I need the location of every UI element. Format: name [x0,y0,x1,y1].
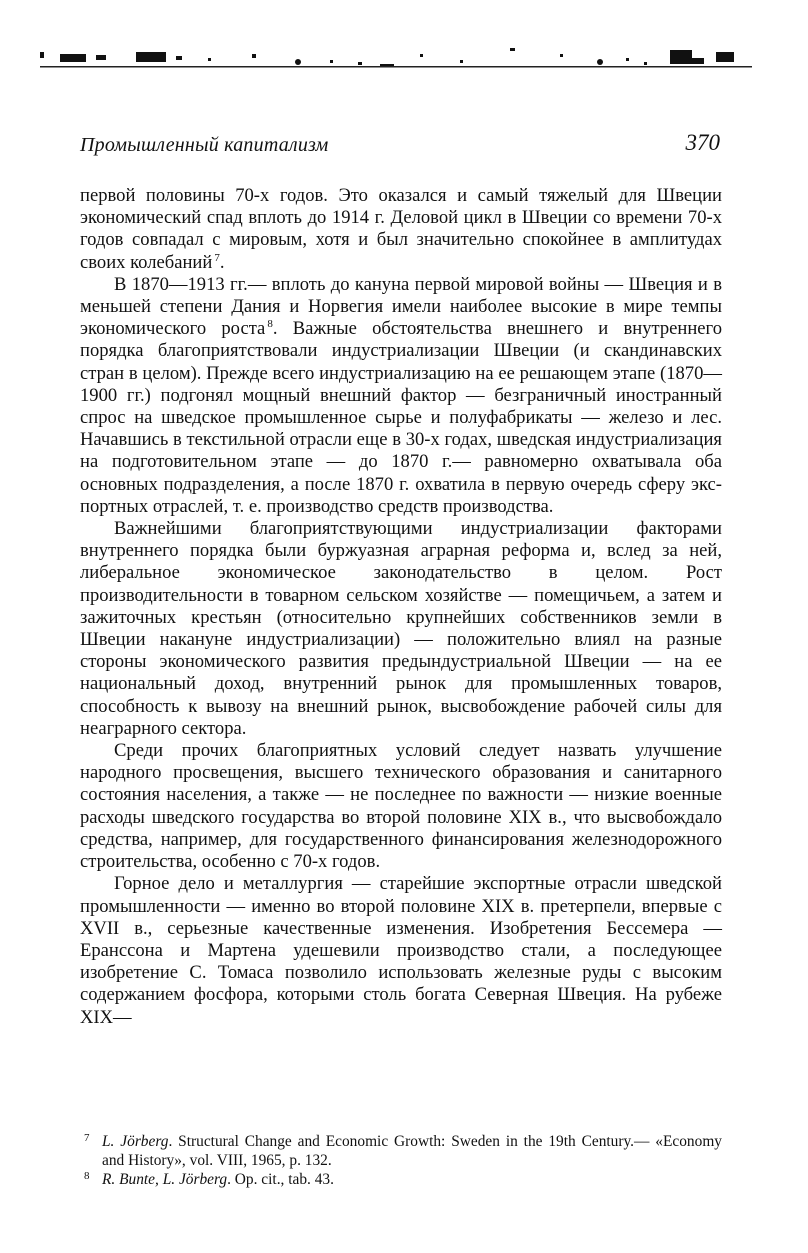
paragraph: Горное дело и металлургия — старейшие экспортные отрасли шведской промышленности — именно во второй половине XIX в. претерпели, впервые с XVII в., серьезные качественные изменения. Изобретения Бессемера — Еранссона и Мартена удешевили производство стали, а последующее изобретение С. Томаса позволило использовать железные руды с высоким содержанием фосфора, которыми столь богата Северная Швеция. На рубеже XIX— [80,873,722,1028]
footnote-text: . Structural Change and Economic Growth: Sweden in the 19th Century.— «Economy and History», vol. VIII, 1965, p. 132. [102,1133,722,1169]
footnote-marker: 7 [214,251,220,264]
footnote-author: L. Jörberg [102,1133,169,1150]
footnote-author: R. Bunte, L. Jörberg [102,1171,228,1188]
footnotes [80,1132,722,1189]
main-text [80,185,722,1029]
paragraph: В 1870—1913 гг.— вплоть до кануна первой мировой войны — Швеция и в меньшей степени Дания и Норвегия имели наиболее высокие в мире темпы экономического роста $^8$. Важные обстоятельства внешнего и внутреннего порядка благоприятствовали индустриализации Швеции (и скандинавских стран в целом). Прежде всего индустриализацию на ее решающем этапе (1870—1900 гг.) подгонял мощный внешний фактор — безграничный иностранный спрос на шведское промышленное сырье и полуфабрикаты — железо и лес. Начавшись в текстильной отрасли еще в 30-х годах, шведская индустриализация на подготовительном этапе — до 1870 г.— равномерно охватывала оба основных подразделения, а после 1870 г. охватила в первую очередь сферу экспортных отраслей, т. е. производство средств производства. [80,273,723,517]
paragraph: Среди прочих благоприятных условий следует назвать улучшение народного просвещения, высшего технического образования и санитарного состояния населения, а также — не последнее по важности — низкие военные расходы шведского государства во второй половине XIX в., что высвобождало средства, например, для государственного финансирования железнодорожного строительства, особенно с 70-х годов. [80,740,722,873]
footnote-marker: 8 [267,318,273,331]
page-header [80,128,720,162]
footnote-text: . Op. cit., tab. 43. [227,1171,334,1188]
running-title: Промышленный капитализм [80,134,329,156]
footnote: 8 R. Bunte, L. Jörberg. Op. cit., tab. 43. [84,1170,334,1188]
footnote: 7 L. Jörberg. Structural Change and Economic Growth: Sweden in the 19th Century.— «Economy and History», vol. VIII, 1965, p. 132. [84,1132,722,1169]
paragraph: первой половины 70-х годов. Это оказался и самый тяжелый для Швеции экономический спад вплоть до 1914 г. Деловой цикл в Швеции со времени 70-х годов совпадал с мировым, хотя и был значительно спокойнее в амплитудах своих колебаний $^7$. [80,185,722,273]
page-number: 370 [685,130,720,155]
scan-noise-band [40,40,752,72]
paragraph: Важнейшими благоприятствующими индустриализации факторами внутреннего порядка были буржуазная аграрная реформа и, вслед за ней, либеральное экономическое законодательство в целом. Рост производительности в товарном сельском хозяйстве — помещичьем, а затем и зажиточных крестьян (относительно крупнейших собственников земли в Швеции накануне индустриализации) — положительно влиял на разные стороны экономического развития предындустриальной Швеции — на ее национальный доход, внутренний рынок для промышленных товаров, способность к вывозу на внешний рынок, высвобождение рабочей силы для неаграрного сектора. [80,518,722,739]
